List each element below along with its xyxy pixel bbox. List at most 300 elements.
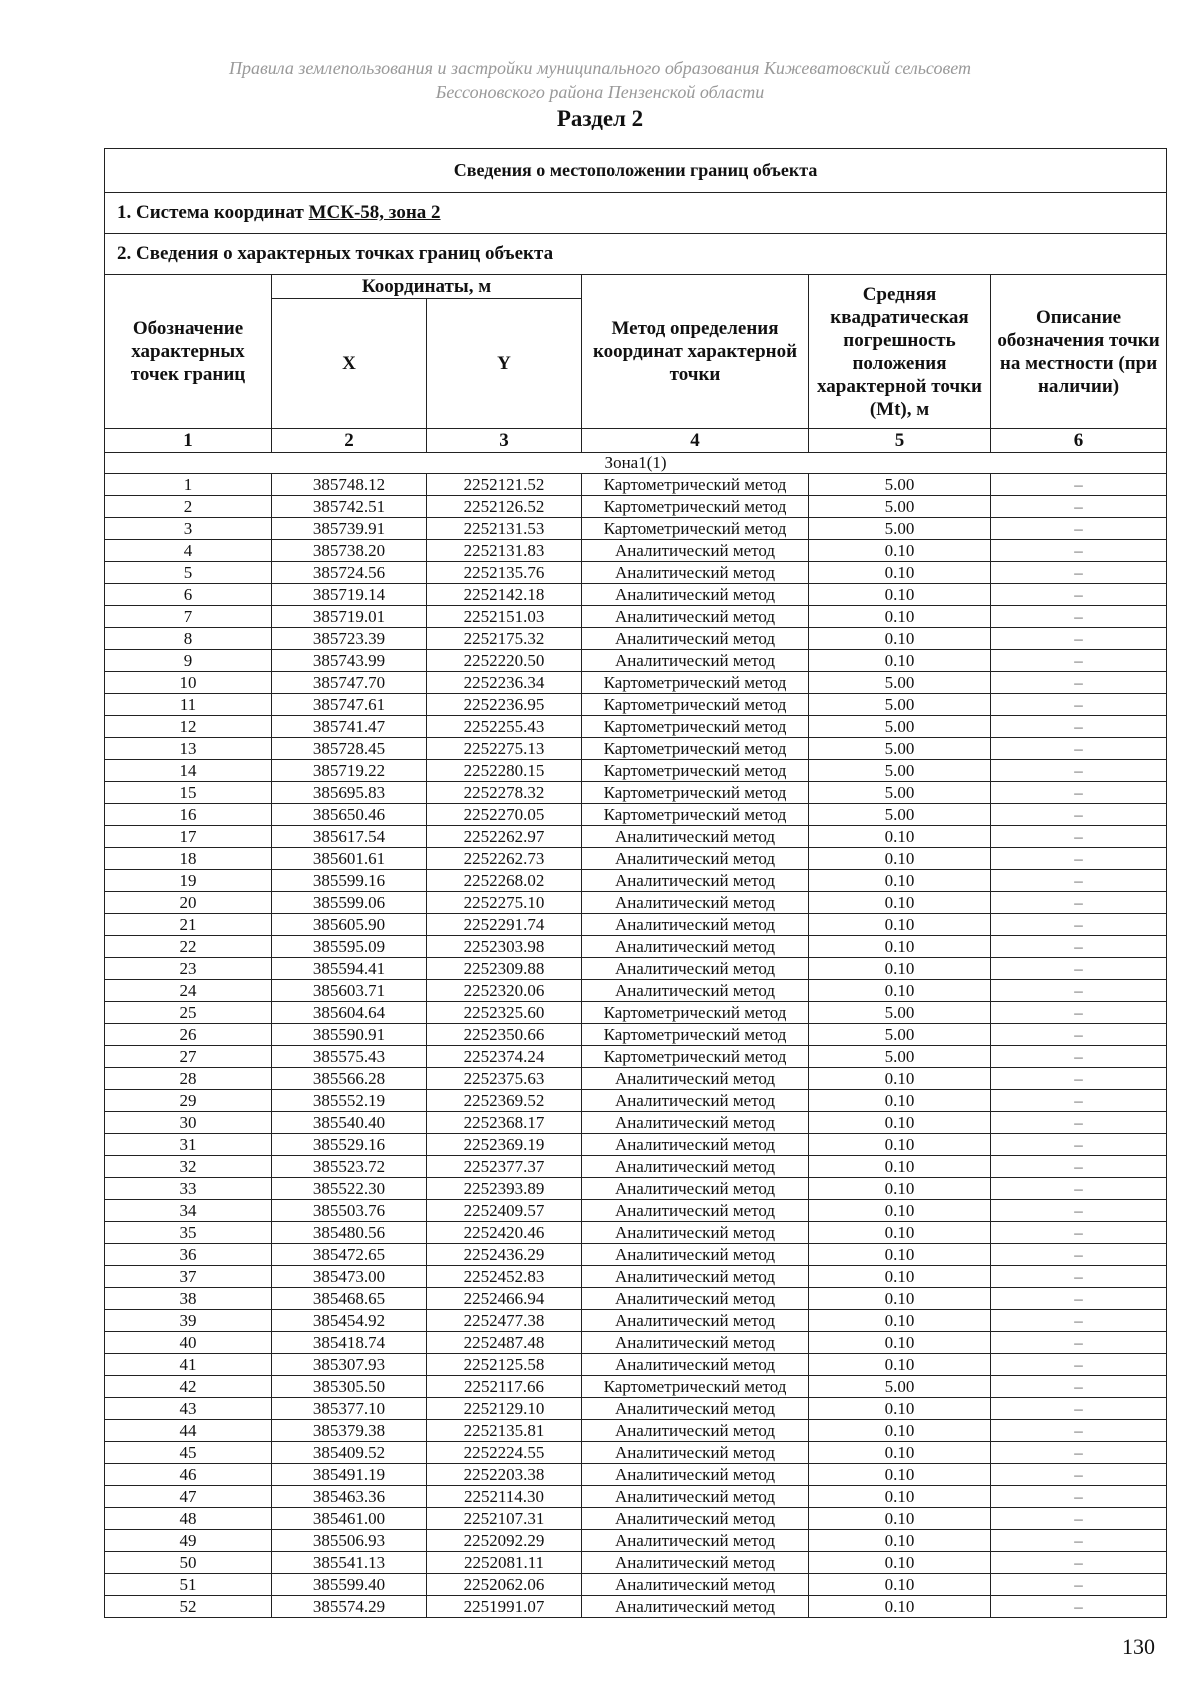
method-cell: Аналитический метод (582, 1398, 809, 1420)
description-cell: – (991, 782, 1167, 804)
zone-label: Зона1(1) (105, 453, 1167, 474)
method-cell: Аналитический метод (582, 1112, 809, 1134)
x-coordinate-cell: 385472.65 (272, 1244, 427, 1266)
x-coordinate-cell: 385605.90 (272, 914, 427, 936)
error-cell: 0.10 (809, 1266, 991, 1288)
table-row (105, 892, 1167, 914)
description-cell: – (991, 606, 1167, 628)
x-coordinate-cell: 385748.12 (272, 474, 427, 496)
error-cell: 0.10 (809, 1332, 991, 1354)
description-cell: – (991, 650, 1167, 672)
error-cell: 0.10 (809, 1508, 991, 1530)
error-cell: 0.10 (809, 540, 991, 562)
y-coordinate-cell: 2252220.50 (427, 650, 582, 672)
table-row (105, 958, 1167, 980)
table-row (105, 848, 1167, 870)
table-row (105, 1420, 1167, 1442)
running-header (0, 56, 1200, 104)
col-method-header: Метод определения координат характерной точки (582, 275, 809, 429)
table-row (105, 1288, 1167, 1310)
method-cell: Аналитический метод (582, 826, 809, 848)
table-row (105, 1244, 1167, 1266)
method-cell: Картометрический метод (582, 738, 809, 760)
point-number-cell: 4 (105, 540, 272, 562)
table-row (105, 1508, 1167, 1530)
point-number-cell: 23 (105, 958, 272, 980)
table-title: Сведения о местоположении границ объекта (105, 149, 1167, 193)
error-cell: 0.10 (809, 1420, 991, 1442)
point-number-cell: 9 (105, 650, 272, 672)
table-row (105, 1310, 1167, 1332)
description-cell: – (991, 1596, 1167, 1618)
point-number-cell: 34 (105, 1200, 272, 1222)
point-number-cell: 37 (105, 1266, 272, 1288)
description-cell: – (991, 892, 1167, 914)
point-number-cell: 42 (105, 1376, 272, 1398)
point-number-cell: 6 (105, 584, 272, 606)
y-coordinate-cell: 2252268.02 (427, 870, 582, 892)
x-coordinate-cell: 385566.28 (272, 1068, 427, 1090)
description-cell: – (991, 1552, 1167, 1574)
error-cell: 0.10 (809, 1222, 991, 1244)
x-coordinate-cell: 385738.20 (272, 540, 427, 562)
description-cell: – (991, 936, 1167, 958)
error-cell: 0.10 (809, 1200, 991, 1222)
point-number-cell: 22 (105, 936, 272, 958)
point-number-cell: 11 (105, 694, 272, 716)
point-number-cell: 49 (105, 1530, 272, 1552)
x-coordinate-cell: 385409.52 (272, 1442, 427, 1464)
error-cell: 0.10 (809, 1596, 991, 1618)
description-cell: – (991, 1090, 1167, 1112)
y-coordinate-cell: 2252275.10 (427, 892, 582, 914)
x-coordinate-cell: 385506.93 (272, 1530, 427, 1552)
point-number-cell: 14 (105, 760, 272, 782)
y-coordinate-cell: 2252135.76 (427, 562, 582, 584)
method-cell: Картометрический метод (582, 1046, 809, 1068)
x-coordinate-cell: 385743.99 (272, 650, 427, 672)
y-coordinate-cell: 2252262.73 (427, 848, 582, 870)
method-cell: Картометрический метод (582, 1002, 809, 1024)
point-number-cell: 36 (105, 1244, 272, 1266)
error-cell: 0.10 (809, 1310, 991, 1332)
table-row (105, 738, 1167, 760)
description-cell: – (991, 1530, 1167, 1552)
description-cell: – (991, 958, 1167, 980)
error-cell: 0.10 (809, 1068, 991, 1090)
x-coordinate-cell: 385741.47 (272, 716, 427, 738)
table-row (105, 1574, 1167, 1596)
y-coordinate-cell: 2252377.37 (427, 1156, 582, 1178)
x-coordinate-cell: 385594.41 (272, 958, 427, 980)
table-row (105, 1530, 1167, 1552)
description-cell: – (991, 1222, 1167, 1244)
method-cell: Аналитический метод (582, 1332, 809, 1354)
method-cell: Аналитический метод (582, 1596, 809, 1618)
description-cell: – (991, 1244, 1167, 1266)
error-cell: 0.10 (809, 562, 991, 584)
y-coordinate-cell: 2252350.66 (427, 1024, 582, 1046)
y-coordinate-cell: 2252114.30 (427, 1486, 582, 1508)
y-coordinate-cell: 2252280.15 (427, 760, 582, 782)
method-cell: Аналитический метод (582, 1420, 809, 1442)
table-row (105, 1464, 1167, 1486)
running-header-line2: Бессоновского района Пензенской области (435, 82, 765, 102)
point-number-cell: 32 (105, 1156, 272, 1178)
y-coordinate-cell: 2252275.13 (427, 738, 582, 760)
y-coordinate-cell: 2252309.88 (427, 958, 582, 980)
x-coordinate-cell: 385503.76 (272, 1200, 427, 1222)
table-row (105, 584, 1167, 606)
table-row (105, 826, 1167, 848)
y-coordinate-cell: 2251991.07 (427, 1596, 582, 1618)
col-number: 3 (427, 429, 582, 453)
x-coordinate-cell: 385719.14 (272, 584, 427, 606)
table-row (105, 562, 1167, 584)
error-cell: 5.00 (809, 760, 991, 782)
x-coordinate-cell: 385595.09 (272, 936, 427, 958)
y-coordinate-cell: 2252131.83 (427, 540, 582, 562)
point-number-cell: 40 (105, 1332, 272, 1354)
point-number-cell: 51 (105, 1574, 272, 1596)
y-coordinate-cell: 2252436.29 (427, 1244, 582, 1266)
point-number-cell: 35 (105, 1222, 272, 1244)
y-coordinate-cell: 2252368.17 (427, 1112, 582, 1134)
description-cell: – (991, 1024, 1167, 1046)
x-coordinate-cell: 385523.72 (272, 1156, 427, 1178)
y-coordinate-cell: 2252125.58 (427, 1354, 582, 1376)
point-number-cell: 50 (105, 1552, 272, 1574)
y-coordinate-cell: 2252142.18 (427, 584, 582, 606)
point-number-cell: 44 (105, 1420, 272, 1442)
method-cell: Аналитический метод (582, 650, 809, 672)
col-number: 2 (272, 429, 427, 453)
col-y-header: Y (427, 299, 582, 429)
description-cell: – (991, 1442, 1167, 1464)
description-cell: – (991, 1068, 1167, 1090)
x-coordinate-cell: 385739.91 (272, 518, 427, 540)
y-coordinate-cell: 2252374.24 (427, 1046, 582, 1068)
y-coordinate-cell: 2252236.34 (427, 672, 582, 694)
y-coordinate-cell: 2252320.06 (427, 980, 582, 1002)
x-coordinate-cell: 385529.16 (272, 1134, 427, 1156)
method-cell: Аналитический метод (582, 1442, 809, 1464)
point-number-cell: 5 (105, 562, 272, 584)
y-coordinate-cell: 2252203.38 (427, 1464, 582, 1486)
table-row (105, 474, 1167, 496)
point-number-cell: 26 (105, 1024, 272, 1046)
error-cell: 5.00 (809, 716, 991, 738)
table-row (105, 980, 1167, 1002)
point-number-cell: 7 (105, 606, 272, 628)
description-cell: – (991, 1354, 1167, 1376)
x-coordinate-cell: 385599.16 (272, 870, 427, 892)
error-cell: 5.00 (809, 1046, 991, 1068)
x-coordinate-cell: 385599.06 (272, 892, 427, 914)
point-number-cell: 12 (105, 716, 272, 738)
description-cell: – (991, 1486, 1167, 1508)
method-cell: Картометрический метод (582, 716, 809, 738)
x-coordinate-cell: 385491.19 (272, 1464, 427, 1486)
point-number-cell: 24 (105, 980, 272, 1002)
point-number-cell: 29 (105, 1090, 272, 1112)
point-number-cell: 43 (105, 1398, 272, 1420)
x-coordinate-cell: 385599.40 (272, 1574, 427, 1596)
point-number-cell: 19 (105, 870, 272, 892)
x-coordinate-cell: 385574.29 (272, 1596, 427, 1618)
x-coordinate-cell: 385723.39 (272, 628, 427, 650)
y-coordinate-cell: 2252062.06 (427, 1574, 582, 1596)
error-cell: 0.10 (809, 848, 991, 870)
method-cell: Аналитический метод (582, 1310, 809, 1332)
table-row (105, 760, 1167, 782)
point-number-cell: 13 (105, 738, 272, 760)
description-cell: – (991, 716, 1167, 738)
description-cell: – (991, 496, 1167, 518)
point-number-cell: 18 (105, 848, 272, 870)
table-row (105, 1024, 1167, 1046)
error-cell: 0.10 (809, 1398, 991, 1420)
table-row (105, 1112, 1167, 1134)
point-number-cell: 3 (105, 518, 272, 540)
y-coordinate-cell: 2252255.43 (427, 716, 582, 738)
error-cell: 0.10 (809, 958, 991, 980)
method-cell: Картометрический метод (582, 694, 809, 716)
x-coordinate-cell: 385463.36 (272, 1486, 427, 1508)
y-coordinate-cell: 2252175.32 (427, 628, 582, 650)
method-cell: Аналитический метод (582, 1574, 809, 1596)
error-cell: 5.00 (809, 694, 991, 716)
table-row (105, 1596, 1167, 1618)
table-row (105, 1200, 1167, 1222)
method-cell: Аналитический метод (582, 870, 809, 892)
coordinate-system-value: МСК-58, зона 2 (308, 202, 441, 223)
description-cell: – (991, 474, 1167, 496)
table-row (105, 606, 1167, 628)
method-cell: Картометрический метод (582, 804, 809, 826)
table-row (105, 1552, 1167, 1574)
error-cell: 0.10 (809, 1156, 991, 1178)
x-coordinate-cell: 385747.70 (272, 672, 427, 694)
x-coordinate-cell: 385454.92 (272, 1310, 427, 1332)
description-cell: – (991, 1178, 1167, 1200)
point-number-cell: 47 (105, 1486, 272, 1508)
method-cell: Аналитический метод (582, 1222, 809, 1244)
error-cell: 0.10 (809, 980, 991, 1002)
coordinate-system-label: 1. Система координат (117, 202, 309, 223)
description-cell: – (991, 1046, 1167, 1068)
x-coordinate-cell: 385601.61 (272, 848, 427, 870)
error-cell: 5.00 (809, 496, 991, 518)
x-coordinate-cell: 385603.71 (272, 980, 427, 1002)
x-coordinate-cell: 385719.01 (272, 606, 427, 628)
y-coordinate-cell: 2252375.63 (427, 1068, 582, 1090)
description-cell: – (991, 1464, 1167, 1486)
boundary-points-table (104, 148, 1167, 1618)
description-cell: – (991, 1266, 1167, 1288)
error-cell: 0.10 (809, 650, 991, 672)
description-cell: – (991, 914, 1167, 936)
y-coordinate-cell: 2252487.48 (427, 1332, 582, 1354)
error-cell: 0.10 (809, 1244, 991, 1266)
table-row (105, 1002, 1167, 1024)
description-cell: – (991, 1002, 1167, 1024)
col-number: 6 (991, 429, 1167, 453)
method-cell: Картометрический метод (582, 474, 809, 496)
y-coordinate-cell: 2252129.10 (427, 1398, 582, 1420)
x-coordinate-cell: 385724.56 (272, 562, 427, 584)
table-row (105, 870, 1167, 892)
description-cell: – (991, 540, 1167, 562)
error-cell: 5.00 (809, 1024, 991, 1046)
y-coordinate-cell: 2252278.32 (427, 782, 582, 804)
x-coordinate-cell: 385650.46 (272, 804, 427, 826)
point-number-cell: 33 (105, 1178, 272, 1200)
points-heading: 2. Сведения о характерных точках границ объекта (105, 234, 1167, 275)
method-cell: Аналитический метод (582, 540, 809, 562)
error-cell: 0.10 (809, 584, 991, 606)
error-cell: 5.00 (809, 738, 991, 760)
error-cell: 0.10 (809, 1552, 991, 1574)
point-number-cell: 38 (105, 1288, 272, 1310)
x-coordinate-cell: 385522.30 (272, 1178, 427, 1200)
point-number-cell: 21 (105, 914, 272, 936)
point-number-cell: 8 (105, 628, 272, 650)
point-number-cell: 10 (105, 672, 272, 694)
description-cell: – (991, 760, 1167, 782)
description-cell: – (991, 980, 1167, 1002)
method-cell: Аналитический метод (582, 980, 809, 1002)
table-row (105, 804, 1167, 826)
point-number-cell: 48 (105, 1508, 272, 1530)
error-cell: 0.10 (809, 1486, 991, 1508)
table-row (105, 694, 1167, 716)
error-cell: 0.10 (809, 936, 991, 958)
x-coordinate-cell: 385307.93 (272, 1354, 427, 1376)
error-cell: 5.00 (809, 474, 991, 496)
x-coordinate-cell: 385305.50 (272, 1376, 427, 1398)
y-coordinate-cell: 2252369.52 (427, 1090, 582, 1112)
x-coordinate-cell: 385418.74 (272, 1332, 427, 1354)
table-row (105, 1134, 1167, 1156)
description-cell: – (991, 870, 1167, 892)
y-coordinate-cell: 2252369.19 (427, 1134, 582, 1156)
method-cell: Аналитический метод (582, 936, 809, 958)
y-coordinate-cell: 2252262.97 (427, 826, 582, 848)
y-coordinate-cell: 2252409.57 (427, 1200, 582, 1222)
point-number-cell: 2 (105, 496, 272, 518)
table-row (105, 518, 1167, 540)
point-number-cell: 41 (105, 1354, 272, 1376)
table-body (105, 149, 1167, 1618)
table-row (105, 540, 1167, 562)
section-title: Раздел 2 (556, 106, 644, 131)
description-cell: – (991, 1398, 1167, 1420)
method-cell: Аналитический метод (582, 1486, 809, 1508)
x-coordinate-cell: 385480.56 (272, 1222, 427, 1244)
error-cell: 0.10 (809, 606, 991, 628)
x-coordinate-cell: 385695.83 (272, 782, 427, 804)
y-coordinate-cell: 2252270.05 (427, 804, 582, 826)
method-cell: Аналитический метод (582, 1156, 809, 1178)
table-row (105, 716, 1167, 738)
error-cell: 0.10 (809, 914, 991, 936)
y-coordinate-cell: 2252107.31 (427, 1508, 582, 1530)
method-cell: Картометрический метод (582, 1376, 809, 1398)
point-number-cell: 16 (105, 804, 272, 826)
error-cell: 0.10 (809, 628, 991, 650)
x-coordinate-cell: 385540.40 (272, 1112, 427, 1134)
x-coordinate-cell: 385473.00 (272, 1266, 427, 1288)
table-row (105, 914, 1167, 936)
method-cell: Аналитический метод (582, 1288, 809, 1310)
table-row (105, 1068, 1167, 1090)
y-coordinate-cell: 2252121.52 (427, 474, 582, 496)
point-number-cell: 52 (105, 1596, 272, 1618)
error-cell: 0.10 (809, 1112, 991, 1134)
y-coordinate-cell: 2252420.46 (427, 1222, 582, 1244)
y-coordinate-cell: 2252477.38 (427, 1310, 582, 1332)
y-coordinate-cell: 2252452.83 (427, 1266, 582, 1288)
method-cell: Аналитический метод (582, 1090, 809, 1112)
method-cell: Аналитический метод (582, 1200, 809, 1222)
description-cell: – (991, 1376, 1167, 1398)
col-point-header: Обозначение характерных точек границ (105, 275, 272, 429)
table-row (105, 628, 1167, 650)
method-cell: Аналитический метод (582, 1244, 809, 1266)
description-cell: – (991, 628, 1167, 650)
x-coordinate-cell: 385728.45 (272, 738, 427, 760)
x-coordinate-cell: 385575.43 (272, 1046, 427, 1068)
y-coordinate-cell: 2252325.60 (427, 1002, 582, 1024)
x-coordinate-cell: 385747.61 (272, 694, 427, 716)
method-cell: Аналитический метод (582, 1134, 809, 1156)
description-cell: – (991, 1200, 1167, 1222)
table-row (105, 1222, 1167, 1244)
x-coordinate-cell: 385552.19 (272, 1090, 427, 1112)
y-coordinate-cell: 2252303.98 (427, 936, 582, 958)
method-cell: Аналитический метод (582, 562, 809, 584)
error-cell: 0.10 (809, 892, 991, 914)
point-number-cell: 30 (105, 1112, 272, 1134)
x-coordinate-cell: 385461.00 (272, 1508, 427, 1530)
x-coordinate-cell: 385377.10 (272, 1398, 427, 1420)
point-number-cell: 1 (105, 474, 272, 496)
error-cell: 5.00 (809, 518, 991, 540)
page-number: 130 (1122, 1634, 1155, 1659)
description-cell: – (991, 518, 1167, 540)
table-row (105, 936, 1167, 958)
running-header-line1: Правила землепользования и застройки муниципального образования Кижеватовский сельсовет (228, 58, 972, 78)
method-cell: Аналитический метод (582, 1068, 809, 1090)
method-cell: Аналитический метод (582, 1354, 809, 1376)
col-desc-header: Описание обозначения точки на местности (при наличии) (991, 275, 1167, 429)
col-number: 5 (809, 429, 991, 453)
description-cell: – (991, 1420, 1167, 1442)
x-coordinate-cell: 385379.38 (272, 1420, 427, 1442)
description-cell: – (991, 694, 1167, 716)
error-cell: 0.10 (809, 1354, 991, 1376)
y-coordinate-cell: 2252135.81 (427, 1420, 582, 1442)
y-coordinate-cell: 2252466.94 (427, 1288, 582, 1310)
error-cell: 0.10 (809, 826, 991, 848)
table-row (105, 1178, 1167, 1200)
col-number: 1 (105, 429, 272, 453)
y-coordinate-cell: 2252393.89 (427, 1178, 582, 1200)
description-cell: – (991, 738, 1167, 760)
description-cell: – (991, 826, 1167, 848)
point-number-cell: 39 (105, 1310, 272, 1332)
